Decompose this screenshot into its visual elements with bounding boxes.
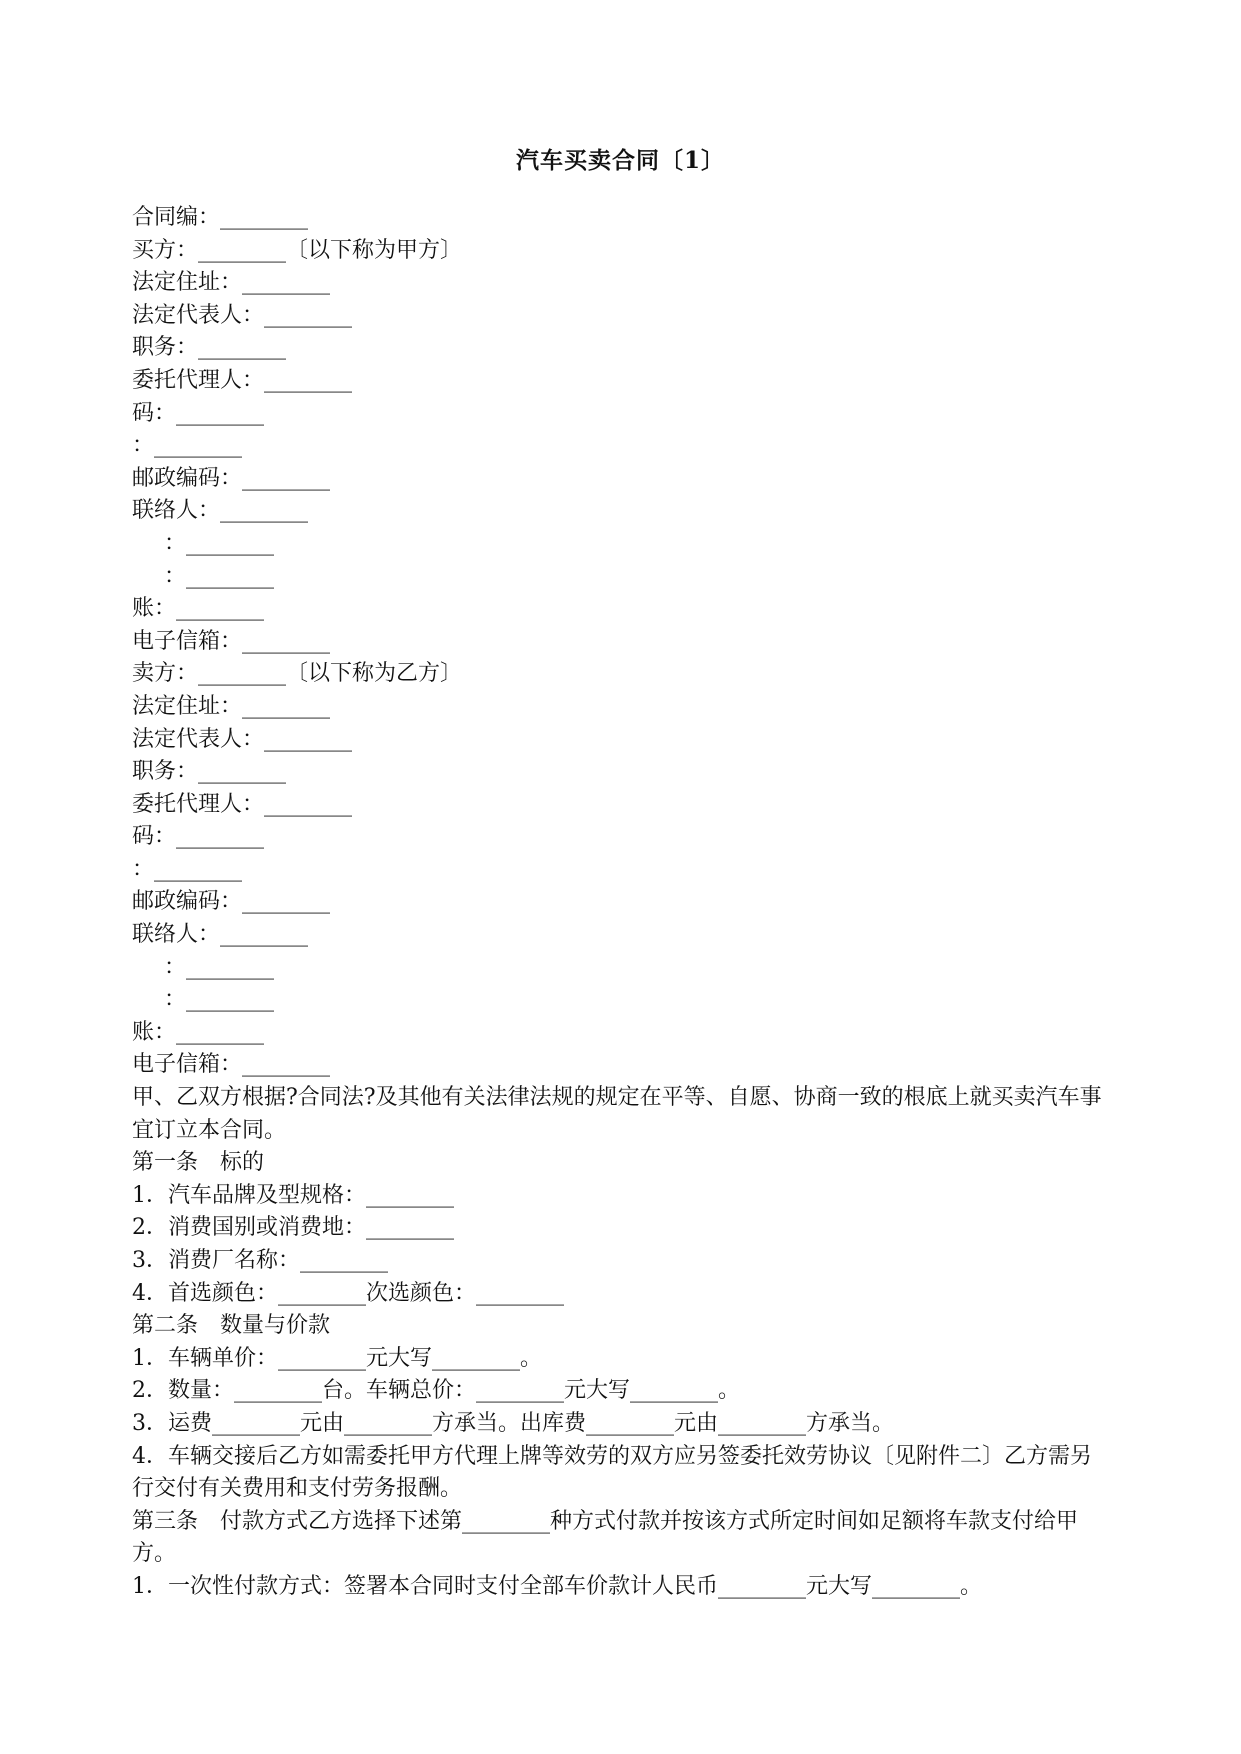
buyer-legal-rep-field: 法定代表人：________ <box>132 302 353 328</box>
seller-blank-field-2: ：________ <box>164 987 275 1013</box>
seller-address-field: 法定住址：________ <box>132 693 331 719</box>
buyer-blank-field-1: ：________ <box>164 530 275 556</box>
seller-email-field: 电子信箱：________ <box>132 1052 331 1078</box>
seller-agent-field: 委托代理人：________ <box>132 791 353 817</box>
clause-item: 2．消费国别或消费地：________ <box>132 1215 454 1241</box>
buyer-address-field: 法定住址：________ <box>132 270 331 296</box>
seller-position-field: 职务：________ <box>132 759 287 785</box>
buyer-agent-field: 委托代理人：________ <box>132 367 353 393</box>
buyer-account-field: 账：________ <box>132 596 265 622</box>
clause-item: 3．消费厂名称：________ <box>132 1248 388 1273</box>
seller-code-field: 码：________ <box>132 824 265 850</box>
document-title: 汽车买卖合同〔1〕 <box>515 147 725 174</box>
clause-item: 1．汽车品牌及型规格：________ <box>132 1182 454 1208</box>
clause-item: 1．一次性付款方式：签署本合同时支付全部车价款计人民币________元大写________。 <box>132 1573 982 1599</box>
seller-section <box>132 658 1112 1082</box>
article-heading: 第一条 标的 <box>132 1150 265 1176</box>
buyer-section <box>132 202 1112 658</box>
seller-legal-rep-field: 法定代表人：________ <box>132 726 353 752</box>
article-heading: 第三条 付款方式乙方选择下述第________种方式付款并按该方式所定时间如足额将车款支付给甲方。 <box>132 1508 1079 1567</box>
buyer-email-field: 电子信箱：________ <box>132 628 331 654</box>
buyer-code-field: 码：________ <box>132 400 265 426</box>
article-1 <box>132 1147 1112 1310</box>
article-2 <box>132 1310 1112 1506</box>
seller-account-field: 账：________ <box>132 1019 265 1045</box>
seller-blank-field-1: ：________ <box>164 954 275 980</box>
buyer-contact-field: 联络人：________ <box>132 498 309 524</box>
clause-item: 2．数量：________台。车辆总价：________元大写________。 <box>132 1378 740 1404</box>
clause-item: 4．首选颜色：________次选颜色：________ <box>132 1280 564 1306</box>
buyer-colon-field: ：________ <box>132 433 243 459</box>
clause-item: 4．车辆交接后乙方如需委托甲方代理上牌等效劳的双方应另签委托效劳协议〔见附件二〕乙方需另行交付有关费用和支付劳务报酬。 <box>132 1443 1093 1502</box>
clause-item: 1．车辆单价：________元大写________。 <box>132 1345 542 1371</box>
buyer-position-field: 职务：________ <box>132 335 287 361</box>
preamble-paragraph: 甲、乙双方根据?合同法?及其他有关法律法规的规定在平等、自愿、协商一致的根底上就买卖汽车事宜订立本合同。 <box>132 1085 1102 1143</box>
buyer-postal-field: 邮政编码：________ <box>132 465 331 491</box>
seller-postal-field: 邮政编码：________ <box>132 889 331 915</box>
contract-number-field: 合同编：________ <box>132 205 309 230</box>
clause-item: 3．运费________元由________方承当。出库费________元由________方承当。 <box>132 1410 894 1436</box>
seller-contact-field: 联络人：________ <box>132 922 309 948</box>
buyer-blank-field-2: ：________ <box>164 563 275 589</box>
seller-name-field: 卖方：________〔以下称为乙方〕 <box>132 661 463 687</box>
article-heading: 第二条 数量与价款 <box>132 1313 331 1339</box>
article-3 <box>132 1506 1112 1604</box>
buyer-name-field: 买方：________〔以下称为甲方〕 <box>132 237 463 263</box>
document-body <box>132 202 1112 1604</box>
seller-colon-field: ：________ <box>132 856 243 882</box>
